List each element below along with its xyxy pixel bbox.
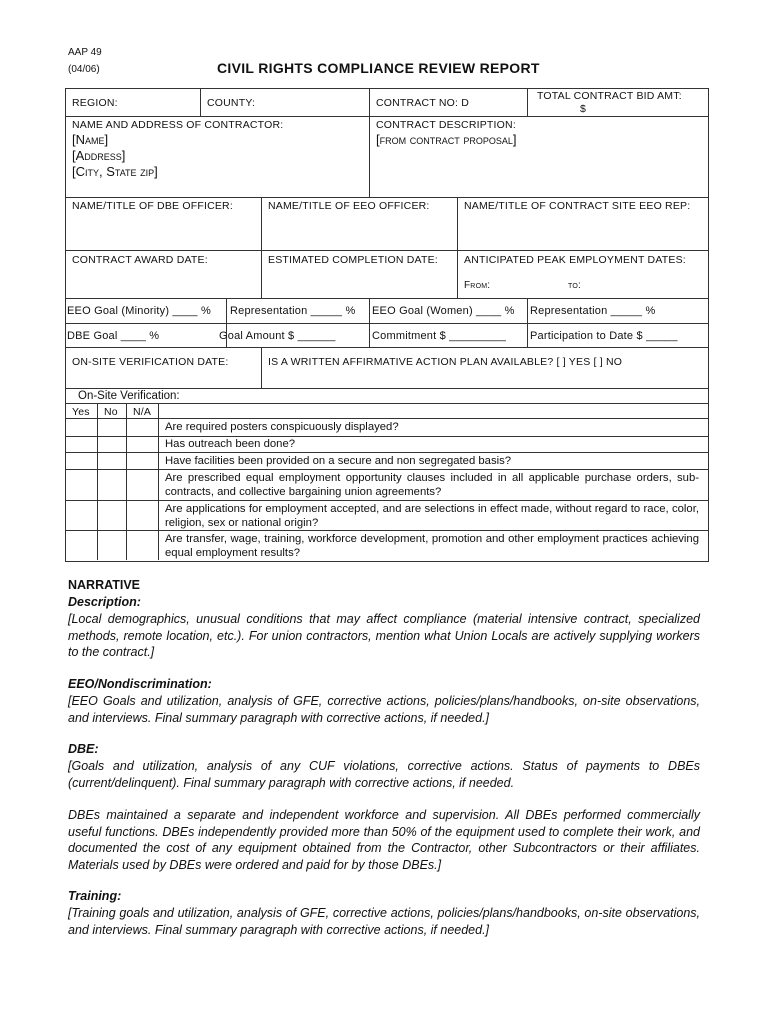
- form-id: AAP 49: [68, 47, 102, 58]
- training-heading: Training:: [68, 889, 122, 903]
- representation-women: Representation _____ %: [530, 305, 656, 317]
- col-no: No: [104, 406, 118, 418]
- eeo-goal-women: EEO Goal (Women) ____ %: [372, 305, 515, 317]
- col-na: N/A: [133, 406, 152, 418]
- peak-from-label: From:: [464, 280, 491, 291]
- question-outreach: Has outreach been done?: [165, 438, 296, 450]
- dbe-text-2: DBEs maintained a separate and independent workforce and supervision. All DBEs performed commercially useful functions. DBEs independently provided more than 50% of the equipment used to complete their work, and documented the cost of any equipment obtained from the Contractor, other Subcontractors or their affiliates. Materials used by DBEs were ordered and paid for by those DBEs.]: [68, 808, 700, 872]
- training-text: [Training goals and utilization, analysis of GFE, corrective actions, policies/plans/handbooks, on-site observations, and interviews. Final summary paragraph with corrective actions, if needed.]: [68, 906, 700, 937]
- question-practices: Are transfer, wage, training, workforce development, promotion and other employment practices achieving equal employment results?: [165, 533, 699, 559]
- contractor-label: NAME AND ADDRESS OF CONTRACTOR:: [72, 119, 284, 131]
- goal-amount: Goal Amount $ ______: [219, 330, 336, 342]
- participation-to-date: Participation to Date $ _____: [530, 330, 678, 342]
- dbe-officer-label: NAME/TITLE OF DBE OFFICER:: [72, 200, 233, 212]
- aap-question: IS A WRITTEN AFFIRMATIVE ACTION PLAN AVAILABLE? [ ] YES [ ] NO: [268, 356, 623, 368]
- county-label: COUNTY:: [207, 97, 256, 109]
- onsite-verification-label: On-Site Verification:: [78, 390, 180, 402]
- contract-no-label: CONTRACT NO: D: [376, 97, 470, 109]
- dbe-heading: DBE:: [68, 742, 99, 756]
- eeo-goal-minority: EEO Goal (Minority) ____ %: [67, 305, 211, 317]
- site-eeo-rep-label: NAME/TITLE OF CONTRACT SITE EEO REP:: [464, 200, 691, 212]
- contractor-address: [Address]: [72, 148, 126, 163]
- eeo-heading: EEO/Nondiscrimination:: [68, 677, 212, 691]
- contractor-city: [City, State zip]: [72, 164, 158, 179]
- contract-description-value: [from contract proposal]: [376, 132, 517, 147]
- eeo-text: [EEO Goals and utilization, analysis of GFE, corrective actions, policies/plans/handbooks, on-site observations, and interviews. Final summary paragraph with corrective actions, if needed.]: [68, 694, 700, 725]
- eeo-officer-label: NAME/TITLE OF EEO OFFICER:: [268, 200, 430, 212]
- contractor-name: [Name]: [72, 132, 109, 147]
- question-applications: Are applications for employment accepted, and are selections in effect made, without regard to race, color, religion, sex or national origin?: [165, 503, 699, 529]
- completion-date-label: ESTIMATED COMPLETION DATE:: [268, 254, 438, 266]
- narrative-heading: NARRATIVE: [68, 578, 140, 592]
- col-yes: Yes: [72, 406, 90, 418]
- region-label: REGION:: [72, 97, 118, 109]
- peak-employment-label: ANTICIPATED PEAK EMPLOYMENT DATES:: [464, 254, 686, 266]
- description-text: [Local demographics, unusual conditions that may affect compliance (material intensive contract, specialized methods, remote location, etc.). For union contractors, mention what Union Locals are actively supplying workers to the contract.]: [68, 612, 700, 659]
- total-bid-label: TOTAL CONTRACT BID AMT:: [537, 90, 682, 102]
- total-bid-dollar: $: [580, 103, 587, 115]
- question-facilities: Have facilities been provided on a secure and non segregated basis?: [165, 455, 512, 467]
- commitment: Commitment $ _________: [372, 330, 507, 342]
- peak-to-label: to:: [568, 280, 581, 291]
- verification-date-label: ON-SITE VERIFICATION DATE:: [72, 356, 229, 368]
- question-posters: Are required posters conspicuously displayed?: [165, 421, 399, 433]
- dbe-goal: DBE Goal ____ %: [67, 330, 160, 342]
- representation-minority: Representation _____ %: [230, 305, 356, 317]
- dbe-text-1: [Goals and utilization, analysis of any CUF violations, corrective actions. Status of payments to DBEs (current/delinquent). Final summary paragraph with corrective actions, if needed.: [68, 759, 700, 790]
- question-eeo-clauses: Are prescribed equal employment opportunity clauses included in all applicable purchase orders, sub-contracts, and collective bargaining union agreements?: [165, 472, 699, 498]
- award-date-label: CONTRACT AWARD DATE:: [72, 254, 208, 266]
- description-heading: Description:: [68, 595, 141, 609]
- contract-description-label: CONTRACT DESCRIPTION:: [376, 119, 516, 131]
- page-title: CIVIL RIGHTS COMPLIANCE REVIEW REPORT: [217, 60, 540, 76]
- form-revision: (04/06): [68, 64, 100, 75]
